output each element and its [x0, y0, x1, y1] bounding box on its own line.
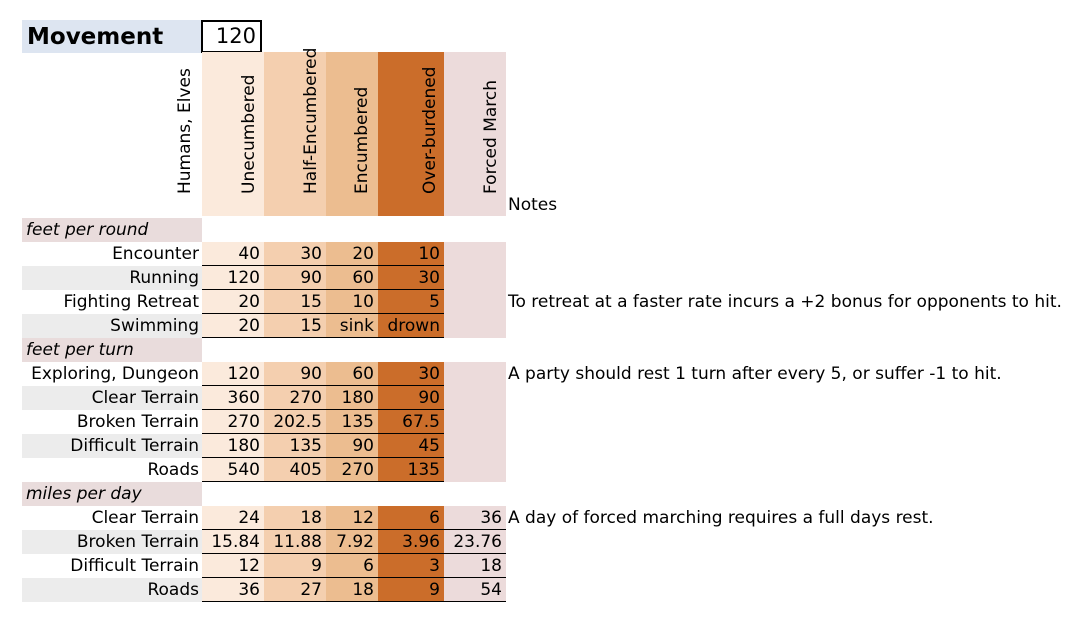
row-label[interactable]: Roads: [147, 580, 199, 600]
row-label[interactable]: Difficult Terrain: [70, 556, 199, 576]
value-cell[interactable]: [444, 434, 506, 458]
value-cell[interactable]: 45: [378, 434, 444, 458]
value-cell[interactable]: 54: [444, 578, 506, 602]
value-cell[interactable]: 20: [202, 314, 264, 338]
value-cell[interactable]: 60: [326, 266, 378, 290]
value-cell[interactable]: 120: [202, 266, 264, 290]
value-cell[interactable]: 180: [202, 434, 264, 458]
row-label[interactable]: Difficult Terrain: [70, 436, 199, 456]
section-title: miles per day: [26, 484, 142, 504]
row-label[interactable]: Roads: [147, 460, 199, 480]
header-label: Encumbered: [352, 86, 372, 194]
value-cell[interactable]: 18: [264, 506, 326, 530]
value-cell[interactable]: 23.76: [444, 530, 506, 554]
header-label: Half-Encumbered: [301, 47, 321, 194]
value-cell[interactable]: drown: [378, 314, 444, 338]
value-cell[interactable]: 9: [264, 554, 326, 578]
value-cell[interactable]: 18: [326, 578, 378, 602]
value-cell[interactable]: 6: [326, 554, 378, 578]
row-label[interactable]: Encounter: [112, 244, 199, 264]
value-cell[interactable]: 90: [378, 386, 444, 410]
value-cell[interactable]: 9: [378, 578, 444, 602]
header-unencumbered[interactable]: [218, 52, 280, 216]
value-cell[interactable]: 30: [378, 362, 444, 386]
value-cell[interactable]: 30: [378, 266, 444, 290]
value-cell[interactable]: 15.84: [202, 530, 264, 554]
value-cell[interactable]: 12: [202, 554, 264, 578]
sheet-title: Movement: [27, 24, 164, 50]
section-title: feet per turn: [26, 340, 134, 360]
value-cell[interactable]: 27: [264, 578, 326, 602]
value-cell[interactable]: 6: [378, 506, 444, 530]
value-cell[interactable]: 15: [264, 314, 326, 338]
row-label[interactable]: Running: [129, 268, 199, 288]
value-cell[interactable]: [444, 410, 506, 434]
value-cell[interactable]: [444, 290, 506, 314]
notes-header: Notes: [508, 195, 558, 215]
value-cell[interactable]: 11.88: [264, 530, 326, 554]
value-cell[interactable]: 270: [326, 458, 378, 482]
value-cell[interactable]: 36: [202, 578, 264, 602]
value-cell[interactable]: 67.5: [378, 410, 444, 434]
value-cell[interactable]: 10: [326, 290, 378, 314]
row-label[interactable]: Exploring, Dungeon: [31, 364, 199, 384]
value-cell[interactable]: 20: [202, 290, 264, 314]
row-label[interactable]: Swimming: [110, 316, 199, 336]
race-header: [154, 52, 216, 216]
value-cell[interactable]: 90: [264, 266, 326, 290]
value-cell[interactable]: [444, 362, 506, 386]
row-label[interactable]: Broken Terrain: [76, 412, 199, 432]
value-cell[interactable]: 120: [202, 362, 264, 386]
value-cell[interactable]: 90: [264, 362, 326, 386]
value-cell[interactable]: [444, 386, 506, 410]
value-cell[interactable]: 20: [326, 242, 378, 266]
speed-input-cell[interactable]: 120: [201, 20, 262, 53]
value-cell[interactable]: 30: [264, 242, 326, 266]
value-cell[interactable]: [444, 314, 506, 338]
header-label: Over-burdened: [420, 66, 440, 194]
value-cell[interactable]: [444, 266, 506, 290]
value-cell[interactable]: 180: [326, 386, 378, 410]
row-label[interactable]: Broken Terrain: [76, 532, 199, 552]
row-label[interactable]: Clear Terrain: [91, 388, 199, 408]
value-cell[interactable]: 15: [264, 290, 326, 314]
value-cell[interactable]: 360: [202, 386, 264, 410]
value-cell[interactable]: 540: [202, 458, 264, 482]
header-label: Unecumbered: [239, 74, 259, 194]
value-cell[interactable]: 135: [264, 434, 326, 458]
row-label[interactable]: Clear Terrain: [91, 508, 199, 528]
value-cell[interactable]: sink: [326, 314, 378, 338]
value-cell[interactable]: 270: [202, 410, 264, 434]
value-cell[interactable]: 36: [444, 506, 506, 530]
header-half-encumbered[interactable]: [280, 47, 342, 216]
header-forced-march[interactable]: [460, 52, 522, 216]
value-cell[interactable]: [444, 242, 506, 266]
row-note[interactable]: To retreat at a faster rate incurs a +2 bonus for opponents to hit.: [508, 292, 1062, 312]
header-over-burdened[interactable]: [397, 52, 463, 216]
header-encumbered[interactable]: [336, 52, 388, 216]
value-cell[interactable]: 135: [326, 410, 378, 434]
value-cell[interactable]: 12: [326, 506, 378, 530]
section-title: feet per round: [26, 220, 149, 240]
row-note[interactable]: A party should rest 1 turn after every 5, or suffer -1 to hit.: [508, 364, 1002, 384]
value-cell[interactable]: 10: [378, 242, 444, 266]
value-cell[interactable]: 135: [378, 458, 444, 482]
value-cell[interactable]: 18: [444, 554, 506, 578]
value-cell[interactable]: 3.96: [378, 530, 444, 554]
row-note[interactable]: A day of forced marching requires a full days rest.: [508, 508, 934, 528]
value-cell[interactable]: 3: [378, 554, 444, 578]
value-cell[interactable]: 202.5: [264, 410, 326, 434]
value-cell[interactable]: 7.92: [326, 530, 378, 554]
value-cell[interactable]: 60: [326, 362, 378, 386]
value-cell[interactable]: 5: [378, 290, 444, 314]
value-cell[interactable]: 90: [326, 434, 378, 458]
value-cell[interactable]: 270: [264, 386, 326, 410]
race-label: Humans, Elves: [175, 68, 195, 194]
row-label[interactable]: Fighting Retreat: [63, 292, 199, 312]
value-cell[interactable]: [444, 458, 506, 482]
value-cell[interactable]: 405: [264, 458, 326, 482]
header-label: Forced March: [481, 79, 501, 194]
value-cell[interactable]: 24: [202, 506, 264, 530]
value-cell[interactable]: 40: [202, 242, 264, 266]
